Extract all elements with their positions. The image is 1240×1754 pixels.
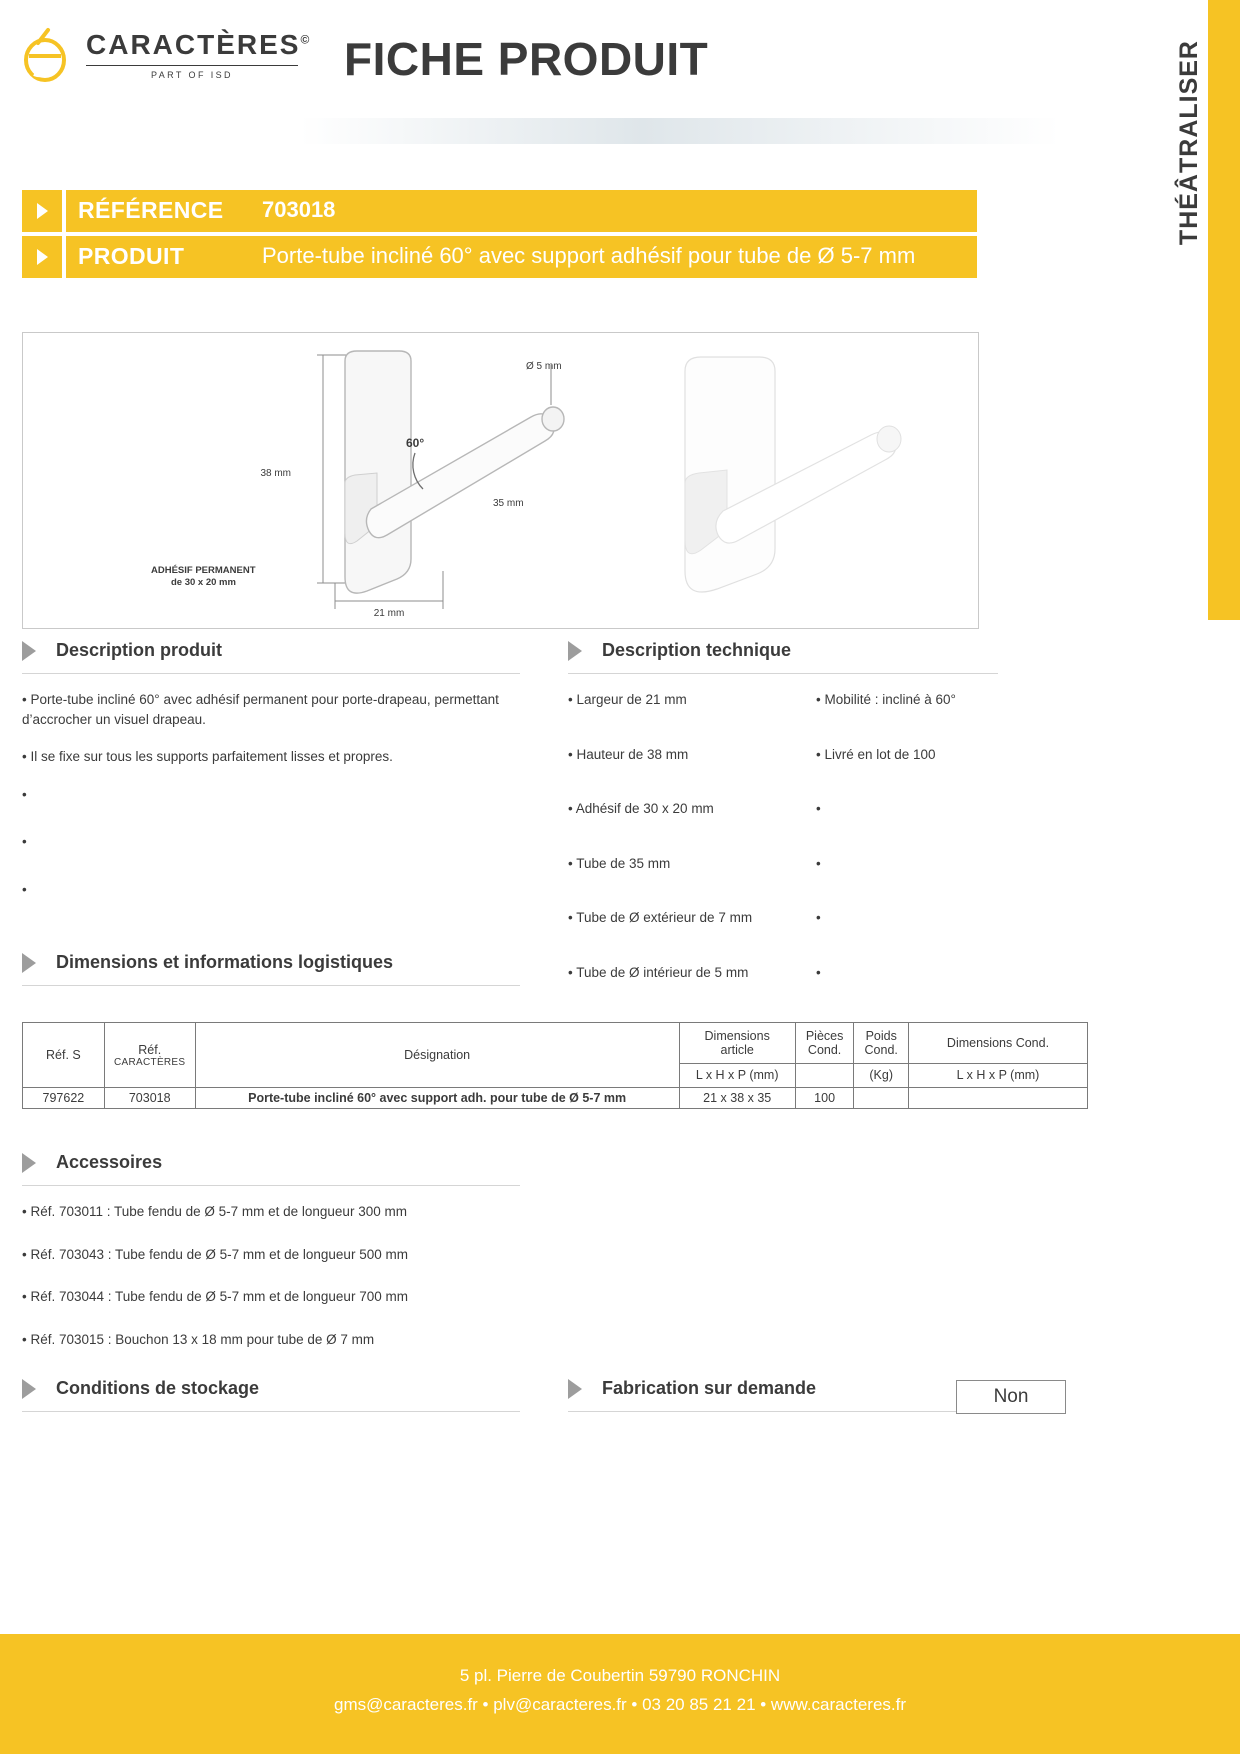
bar-divider bbox=[62, 236, 66, 278]
product-bar bbox=[22, 236, 977, 278]
cell-poids bbox=[854, 1088, 909, 1109]
logo-block bbox=[22, 26, 311, 82]
caracteres-e-icon bbox=[22, 26, 68, 82]
description-produit-list bbox=[22, 690, 520, 899]
header-gradient-divider bbox=[300, 118, 1060, 144]
list-item: • bbox=[22, 881, 27, 897]
technique-left-column bbox=[568, 690, 816, 1000]
accessoires-list bbox=[22, 1202, 520, 1349]
list-item: • Tube de 35 mm bbox=[568, 855, 671, 871]
product-value: Porte-tube incliné 60° avec support adhésif pour tube de Ø 5-7 mm bbox=[262, 243, 916, 268]
section-divider bbox=[22, 1185, 520, 1186]
col-dim-cond: Dimensions Cond. bbox=[909, 1023, 1088, 1064]
col-poids-line1: Poids bbox=[865, 1028, 897, 1043]
triangle-icon bbox=[22, 641, 36, 661]
cell-ref-caracteres: 703018 bbox=[104, 1088, 195, 1109]
svg-text:de 30 x 20 mm: de 30 x 20 mm bbox=[171, 577, 236, 588]
triangle-icon bbox=[568, 641, 582, 661]
dimensions-section-header bbox=[22, 952, 520, 986]
description-technique-columns bbox=[568, 690, 998, 1000]
description-technique-section bbox=[568, 640, 998, 1000]
triangle-icon bbox=[568, 1379, 582, 1399]
list-item: • bbox=[816, 910, 821, 926]
svg-text:60°: 60° bbox=[406, 436, 425, 450]
page-footer bbox=[0, 1634, 1240, 1754]
col-pieces-line2: Cond. bbox=[807, 1042, 842, 1057]
brand-name-text: CARACTÈRES bbox=[86, 28, 301, 60]
reference-block bbox=[22, 190, 977, 282]
col-dim-article-line1: Dimensions bbox=[704, 1028, 770, 1043]
list-item: • Porte-tube incliné 60° avec adhésif permanent pour porte-drapeau, permettant d’accrocher un visuel drapeau. bbox=[22, 692, 499, 727]
col-dim-article bbox=[679, 1023, 795, 1064]
table-header-row bbox=[23, 1023, 1088, 1064]
section-divider bbox=[22, 673, 520, 674]
triangle-icon bbox=[22, 953, 36, 973]
list-item: • Tube de Ø extérieur de 7 mm bbox=[568, 910, 753, 926]
list-item: • Réf. 703015 : Bouchon 13 x 18 mm pour tube de Ø 7 mm bbox=[22, 1331, 375, 1347]
brand bbox=[86, 29, 311, 80]
section-title: Accessoires bbox=[56, 1152, 163, 1172]
section-title: Fabrication sur demande bbox=[602, 1378, 817, 1398]
footer-contacts: gms@caracteres.fr • plv@caracteres.fr • 03 20 85 21 21 • www.caracteres.fr bbox=[333, 1694, 907, 1714]
section-divider bbox=[568, 673, 998, 674]
list-item: • Réf. 703011 : Tube fendu de Ø 5-7 mm et de longueur 300 mm bbox=[22, 1204, 407, 1219]
section-title: Dimensions et informations logistiques bbox=[56, 952, 394, 972]
cell-dim-cond bbox=[909, 1088, 1088, 1109]
col-poids bbox=[854, 1023, 909, 1064]
list-item: • Il se fixe sur tous les supports parfaitement lisses et propres. bbox=[22, 749, 393, 765]
product-image-frame bbox=[22, 332, 979, 629]
list-item: • bbox=[22, 786, 27, 802]
reference-value: 703018 bbox=[262, 197, 336, 222]
side-category-label: THÉÂTRALISER bbox=[1175, 40, 1203, 246]
subcol-kg: (Kg) bbox=[854, 1063, 909, 1087]
list-item: • Livré en lot de 100 bbox=[816, 746, 936, 762]
brand-divider bbox=[86, 65, 298, 66]
section-divider bbox=[22, 985, 520, 986]
section-divider bbox=[22, 1411, 520, 1412]
accessoires-section bbox=[22, 1152, 520, 1367]
svg-text:38 mm: 38 mm bbox=[260, 468, 291, 479]
reference-label: RÉFÉRENCE bbox=[78, 197, 224, 223]
svg-text:Ø 5 mm: Ø 5 mm bbox=[526, 361, 562, 372]
section-title: Conditions de stockage bbox=[56, 1378, 260, 1398]
brand-copyright: © bbox=[300, 32, 312, 47]
brand-name bbox=[86, 29, 311, 61]
footer-address: 5 pl. Pierre de Coubertin 59790 RONCHIN bbox=[459, 1666, 781, 1685]
product-technical-drawing bbox=[23, 333, 976, 626]
page-header bbox=[22, 26, 1082, 116]
list-item: • bbox=[816, 855, 821, 871]
cell-ref-s: 797622 bbox=[23, 1088, 105, 1109]
fabrication-value-box: Non bbox=[956, 1380, 1066, 1414]
table-row bbox=[23, 1088, 1088, 1109]
col-pieces bbox=[795, 1023, 854, 1064]
list-item: • Mobilité : incliné à 60° bbox=[816, 692, 956, 707]
triangle-icon bbox=[22, 236, 62, 278]
col-designation: Désignation bbox=[195, 1023, 679, 1088]
col-pieces-line1: Pièces bbox=[805, 1028, 844, 1043]
col-ref-line1: Réf. bbox=[138, 1042, 162, 1057]
cell-designation: Porte-tube incliné 60° avec support adh. pour tube de Ø 5-7 mm bbox=[195, 1088, 679, 1109]
svg-text:ADHÉSIF PERMANENT: ADHÉSIF PERMANENT bbox=[151, 565, 256, 576]
col-ref-s: Réf. S bbox=[23, 1023, 105, 1088]
subcol-lhp: L x H x P (mm) bbox=[679, 1063, 795, 1087]
col-poids-line2: Cond. bbox=[864, 1042, 898, 1057]
list-item: • bbox=[22, 834, 27, 850]
svg-text:21 mm: 21 mm bbox=[373, 608, 405, 619]
list-item: • bbox=[816, 964, 821, 980]
list-item: • Réf. 703044 : Tube fendu de Ø 5-7 mm et de longueur 700 mm bbox=[22, 1289, 408, 1305]
section-title: Description technique bbox=[602, 640, 792, 660]
technique-right-column bbox=[816, 690, 996, 1000]
brand-subtitle: PART OF ISD bbox=[151, 69, 233, 80]
triangle-icon bbox=[22, 190, 62, 232]
triangle-icon bbox=[22, 1379, 36, 1399]
svg-text:35 mm: 35 mm bbox=[493, 498, 524, 509]
list-item: • bbox=[816, 801, 821, 817]
col-dim-article-line2: article bbox=[720, 1042, 754, 1057]
col-ref-caracteres bbox=[104, 1023, 195, 1088]
list-item: • Largeur de 21 mm bbox=[568, 692, 687, 707]
list-item: • Adhésif de 30 x 20 mm bbox=[568, 801, 714, 817]
stockage-section bbox=[22, 1378, 520, 1412]
list-item: • Tube de Ø intérieur de 5 mm bbox=[568, 964, 749, 980]
product-label: PRODUIT bbox=[78, 243, 185, 269]
subcol-empty bbox=[795, 1063, 854, 1087]
page-title: FICHE PRODUIT bbox=[344, 33, 709, 85]
section-divider bbox=[568, 1411, 988, 1412]
logistics-table bbox=[22, 1022, 1088, 1109]
col-ref-line2: CARACTÈRES bbox=[114, 1056, 186, 1068]
bar-divider bbox=[62, 190, 66, 232]
list-item: • Hauteur de 38 mm bbox=[568, 746, 689, 762]
reference-bar bbox=[22, 190, 977, 232]
list-item: • Réf. 703043 : Tube fendu de Ø 5-7 mm et de longueur 500 mm bbox=[22, 1246, 408, 1262]
subcol-lhp-cond: L x H x P (mm) bbox=[909, 1063, 1088, 1087]
cell-pieces: 100 bbox=[795, 1088, 854, 1109]
cell-dim-article: 21 x 38 x 35 bbox=[679, 1088, 795, 1109]
side-accent-bar bbox=[1208, 0, 1240, 620]
triangle-icon bbox=[22, 1153, 36, 1173]
description-produit-section bbox=[22, 640, 520, 917]
section-title: Description produit bbox=[56, 640, 222, 660]
